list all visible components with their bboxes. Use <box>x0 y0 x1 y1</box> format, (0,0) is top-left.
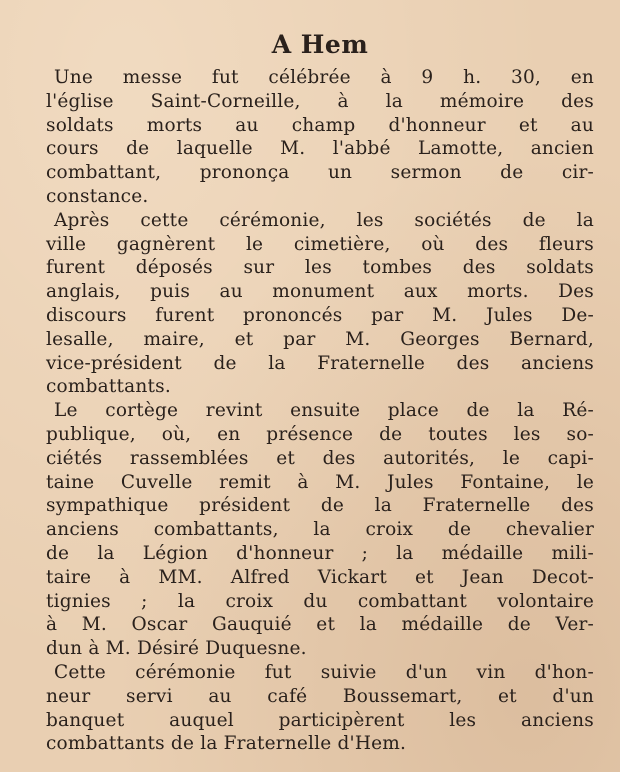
article-paragraph <box>46 661 594 756</box>
text-line: lesalle, maire, et par M. Georges Bernard, <box>46 328 594 350</box>
article-paragraph <box>46 209 594 399</box>
text-line: Après cette cérémonie, les sociétés de la <box>54 209 594 231</box>
text-line: à M. Oscar Gauquié et la médaille de Ver- <box>46 614 594 636</box>
text-line: cours de laquelle M. l'abbé Lamotte, ancien <box>46 138 594 160</box>
text-line: taire à MM. Alfred Vickart et Jean Decot- <box>46 566 594 588</box>
article-title: A Hem <box>271 30 369 59</box>
article-paragraph <box>46 399 594 661</box>
text-line: ville gagnèrent le cimetière, où des fleurs <box>46 233 594 255</box>
text-line: combattants. <box>46 376 171 398</box>
text-line: Cette cérémonie fut suivie d'un vin d'hon- <box>54 661 594 683</box>
text-line: constance. <box>46 185 149 207</box>
text-line: sympathique président de la Fraternelle des <box>46 495 594 517</box>
text-line: publique, où, en présence de toutes les so- <box>46 423 594 445</box>
text-line: anglais, puis au monument aux morts. Des <box>46 281 594 303</box>
text-line: ciétés rassemblées et des autorités, le capi- <box>46 447 594 469</box>
text-line: discours furent prononcés par M. Jules De- <box>46 304 594 326</box>
text-line: banquet auquel participèrent les anciens <box>46 709 594 731</box>
text-line: taine Cuvelle remit à M. Jules Fontaine, le <box>46 471 594 493</box>
text-line: Le cortège revint ensuite place de la Ré- <box>54 400 594 422</box>
text-line: combattant, prononça un sermon de cir- <box>46 162 594 184</box>
text-line: combattants de la Fraternelle d'Hem. <box>46 733 407 755</box>
text-line: tignies ; la croix du combattant volontaire <box>46 590 594 612</box>
text-line: dun à M. Désiré Duquesne. <box>46 638 307 660</box>
text-line: neur servi au café Boussemart, et d'un <box>46 685 594 707</box>
text-line: anciens combattants, la croix de chevalier <box>46 519 594 541</box>
article-paragraph <box>46 66 594 209</box>
text-line: Une messe fut célébrée à 9 h. 30, en <box>54 67 594 88</box>
text-line: soldats morts au champ d'honneur et au <box>46 114 594 136</box>
article-body <box>46 66 594 756</box>
text-line: de la Légion d'honneur ; la médaille mili- <box>46 542 594 564</box>
text-line: vice-président de la Fraternelle des anciens <box>46 352 594 374</box>
text-line: l'église Saint-Corneille, à la mémoire des <box>46 90 594 112</box>
text-line: furent déposés sur les tombes des soldats <box>46 257 594 279</box>
